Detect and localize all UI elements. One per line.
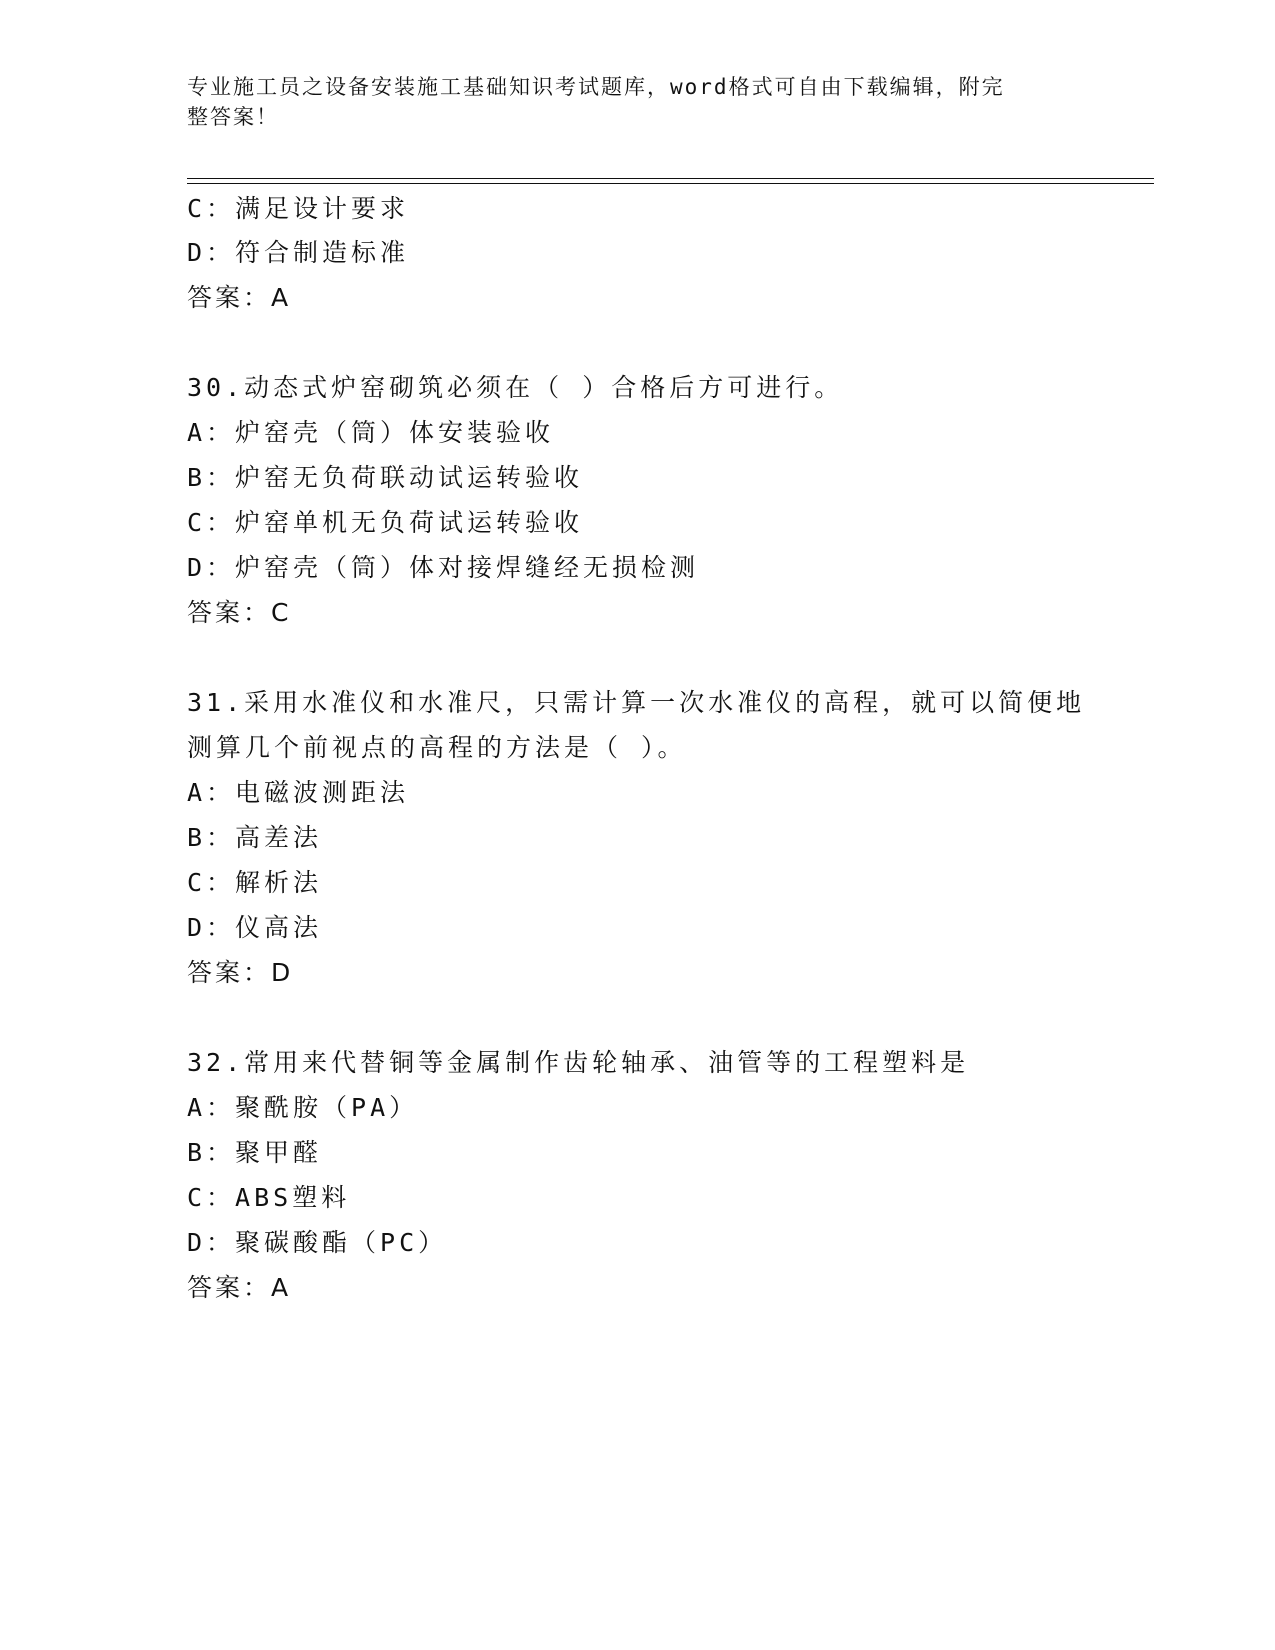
question-30-option-b: B：炉窑无负荷联动试运转验收 <box>187 463 584 492</box>
question-30-option-c: C：炉窑单机无负荷试运转验收 <box>187 508 584 537</box>
question-32-stem: 32.常用来代替铜等金属制作齿轮轴承、油管等的工程塑料是 <box>187 1048 970 1077</box>
question-32-option-d: D：聚碳酸酯（PC） <box>187 1228 448 1257</box>
question-32-option-a: A：聚酰胺（PA） <box>187 1093 419 1122</box>
question-31-stem-line-2: 测算几个前视点的高程的方法是（ ）。 <box>187 733 687 762</box>
header-title-line-1: 专业施工员之设备安装施工基础知识考试题库，word格式可自由下载编辑，附完 <box>187 75 1005 99</box>
question-31-stem-line-1: 31.采用水准仪和水准尺，只需计算一次水准仪的高程，就可以简便地 <box>187 688 1086 717</box>
question-30-stem: 30.动态式炉窑砌筑必须在（ ）合格后方可进行。 <box>187 373 844 402</box>
question-30-option-d: D：炉窑壳（筒）体对接焊缝经无损检测 <box>187 553 700 582</box>
prev-question-option-c: C：满足设计要求 <box>187 194 410 223</box>
question-30-option-a: A：炉窑壳（筒）体安装验收 <box>187 418 555 447</box>
question-31-option-b: B：高差法 <box>187 823 323 852</box>
question-32-answer: 答案：A <box>187 1273 292 1302</box>
header-divider-top <box>187 178 1154 179</box>
prev-question-option-d: D：符合制造标准 <box>187 238 410 267</box>
question-31-option-d: D：仪高法 <box>187 913 323 942</box>
question-32-option-b: B：聚甲醛 <box>187 1138 323 1167</box>
question-31-option-c: C：解析法 <box>187 868 323 897</box>
question-31-answer: 答案：D <box>187 958 294 987</box>
header-divider-bottom <box>187 183 1154 184</box>
document-header <box>187 72 1067 132</box>
question-32-option-c: C：ABS塑料 <box>187 1183 351 1212</box>
question-30-answer: 答案：C <box>187 598 292 627</box>
header-title-line-2: 整答案！ <box>187 105 279 129</box>
prev-question-answer: 答案：A <box>187 283 292 312</box>
question-31-option-a: A：电磁波测距法 <box>187 778 410 807</box>
